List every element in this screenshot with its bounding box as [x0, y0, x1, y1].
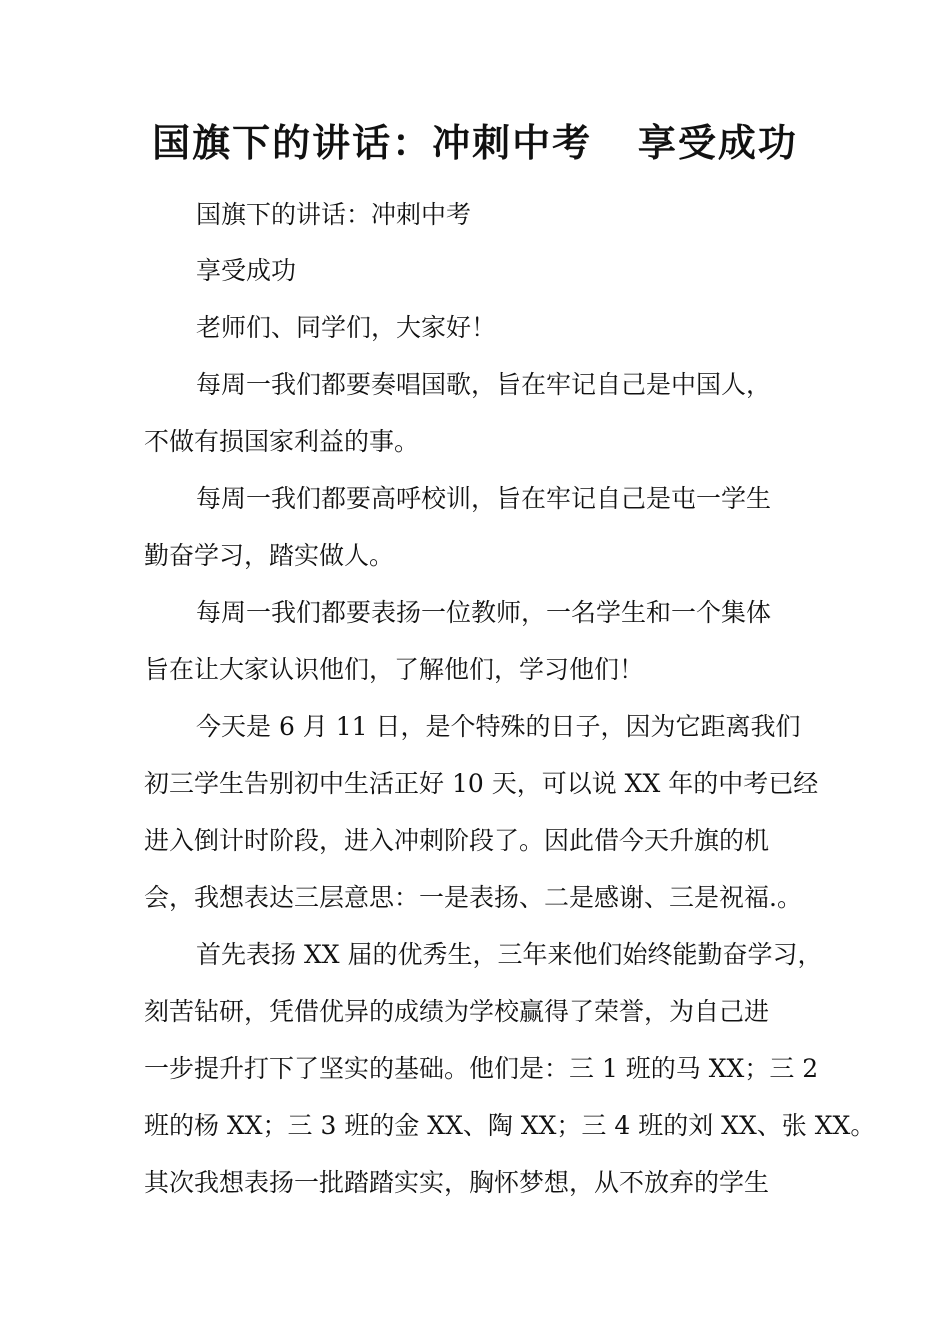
paragraph-line: 进入倒计时阶段，进入冲刺阶段了。因此借今天升旗的机	[144, 826, 770, 855]
paragraph-line: 班的杨 XX；三 3 班的金 XX、陶 XX；三 4 班的刘 XX、张 XX。	[144, 1111, 876, 1140]
paragraph-line: 一步提升打下了坚实的基础。他们是：三 1 班的马 XX；三 2	[144, 1054, 819, 1083]
paragraph-line: 会，我想表达三层意思：一是表扬、二是感谢、三是祝福.。	[144, 883, 802, 912]
paragraph-line: 今天是 6 月 11 日，是个特殊的日子，因为它距离我们	[196, 712, 801, 741]
paragraph-line: 每周一我们都要奏唱国歌，旨在牢记自己是中国人，	[196, 370, 772, 399]
paragraph-line: 首先表扬 XX 届的优秀生，三年来他们始终能勤奋学习，	[196, 940, 823, 969]
paragraph-line: 旨在让大家认识他们，了解他们，学习他们！	[144, 655, 645, 684]
document-title: 国旗下的讲话：冲刺中考 享受成功	[152, 121, 798, 165]
paragraph-line: 其次我想表扬一批踏踏实实，胸怀梦想，从不放弃的学生	[144, 1168, 770, 1197]
paragraph-line: 刻苦钻研，凭借优异的成绩为学校赢得了荣誉，为自己进	[144, 997, 770, 1026]
greeting-line: 老师们、同学们，大家好！	[196, 313, 497, 342]
subtitle-line-1: 国旗下的讲话：冲刺中考	[196, 200, 472, 229]
paragraph-line: 每周一我们都要表扬一位教师，一名学生和一个集体	[196, 598, 772, 627]
paragraph-line: 不做有损国家利益的事。	[144, 427, 420, 456]
paragraph-line: 勤奋学习，踏实做人。	[144, 541, 395, 570]
subtitle-line-2: 享受成功	[196, 256, 297, 285]
paragraph-line: 初三学生告别初中生活正好 10 天，可以说 XX 年的中考已经	[144, 769, 819, 798]
paragraph-line: 每周一我们都要高呼校训，旨在牢记自己是屯一学生	[196, 484, 772, 513]
